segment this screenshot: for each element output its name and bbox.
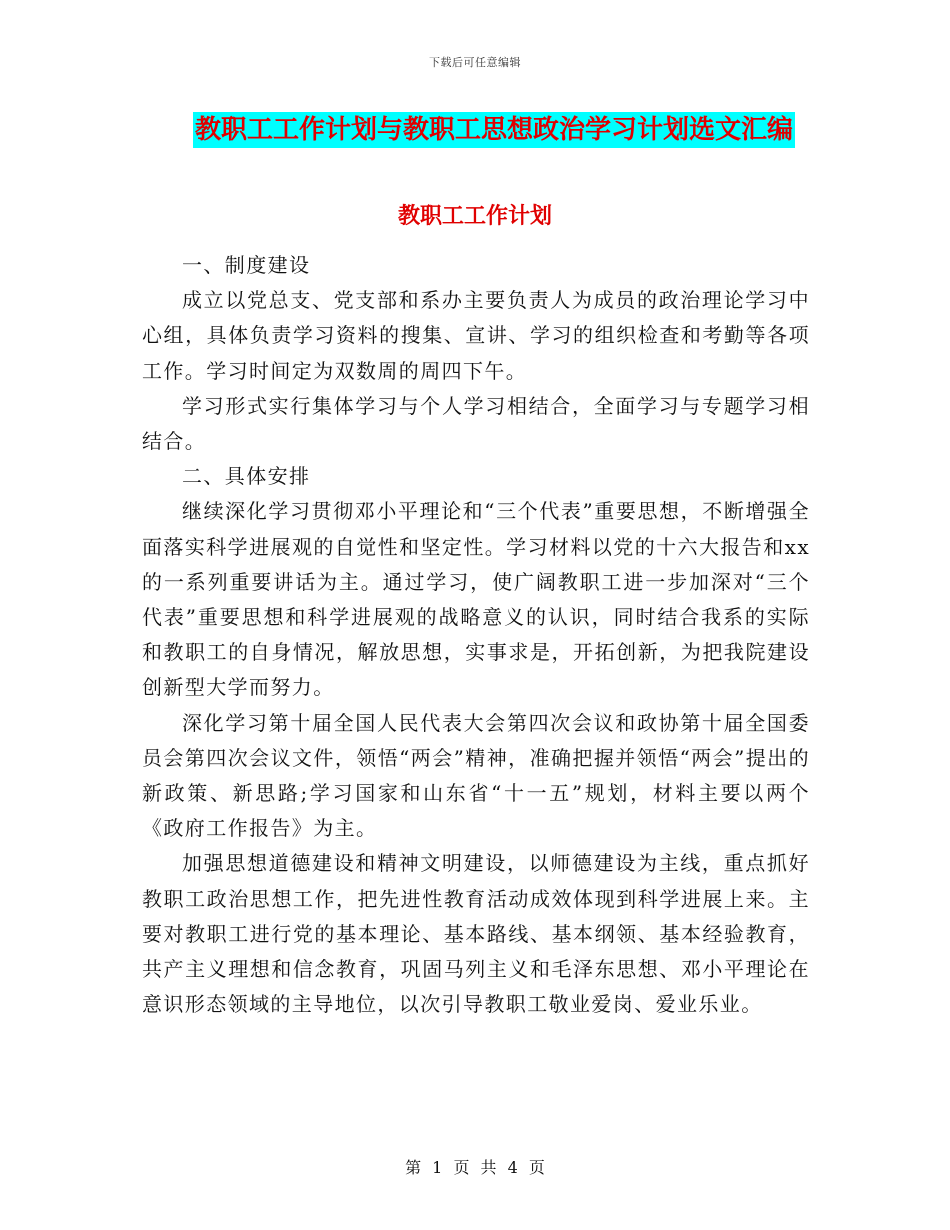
- paragraph: 成立以党总支、党支部和系办主要负责人为成员的政治理论学习中心组，具体负责学习资料的搜集、宣讲、学习的组织检查和考勤等各项工作。学习时间定为双数周的周四下午。: [142, 288, 810, 383]
- paragraph: 继续深化学习贯彻邓小平理论和“三个代表”重要思想，不断增强全面落实科学进展观的自觉性和坚定性。学习材料以党的十六大报告和xx的一系列重要讲话为主。通过学习，使广阔教职工进一步加深对“三个代表”重要思想和科学进展观的战略意义的认识，同时结合我系的实际和教职工的自身情况，解放思想，实事求是，开拓创新，为把我院建设创新型大学而努力。: [142, 499, 810, 700]
- paragraph: 深化学习第十届全国人民代表大会第四次会议和政协第十届全国委员会第四次会议文件，领悟“两会”精神，准确把握并领悟“两会”提出的新政策、新思路;学习国家和山东省“十一五”规划，材料主要以两个《政府工作报告》为主。: [142, 710, 810, 841]
- section-title: 教职工工作计划: [397, 203, 552, 229]
- page-footer: 第 1 页 共 4 页: [405, 1158, 545, 1177]
- paragraph: 学习形式实行集体学习与个人学习相结合，全面学习与专题学习相结合。: [142, 393, 810, 454]
- header-note: 下载后可任意编辑: [429, 56, 521, 69]
- paragraph: 加强思想道德建设和精神文明建设，以师德建设为主线，重点抓好教职工政治思想工作，把先进性教育活动成效体现到科学进展上来。主要对教职工进行党的基本理论、基本路线、基本纲领、基本经验教育，共产主义理想和信念教育，巩固马列主义和毛泽东思想、邓小平理论在意识形态领域的主导地位，以次引导教职工敬业爱岗、爱业乐业。: [142, 851, 810, 1017]
- paragraph: 二、具体安排: [182, 464, 311, 489]
- document-body: [142, 248, 810, 1022]
- paragraph: 一、制度建设: [182, 253, 311, 277]
- main-title: 教职工工作计划与教职工思想政治学习计划选文汇编: [193, 112, 795, 148]
- main-title-container: [193, 112, 795, 148]
